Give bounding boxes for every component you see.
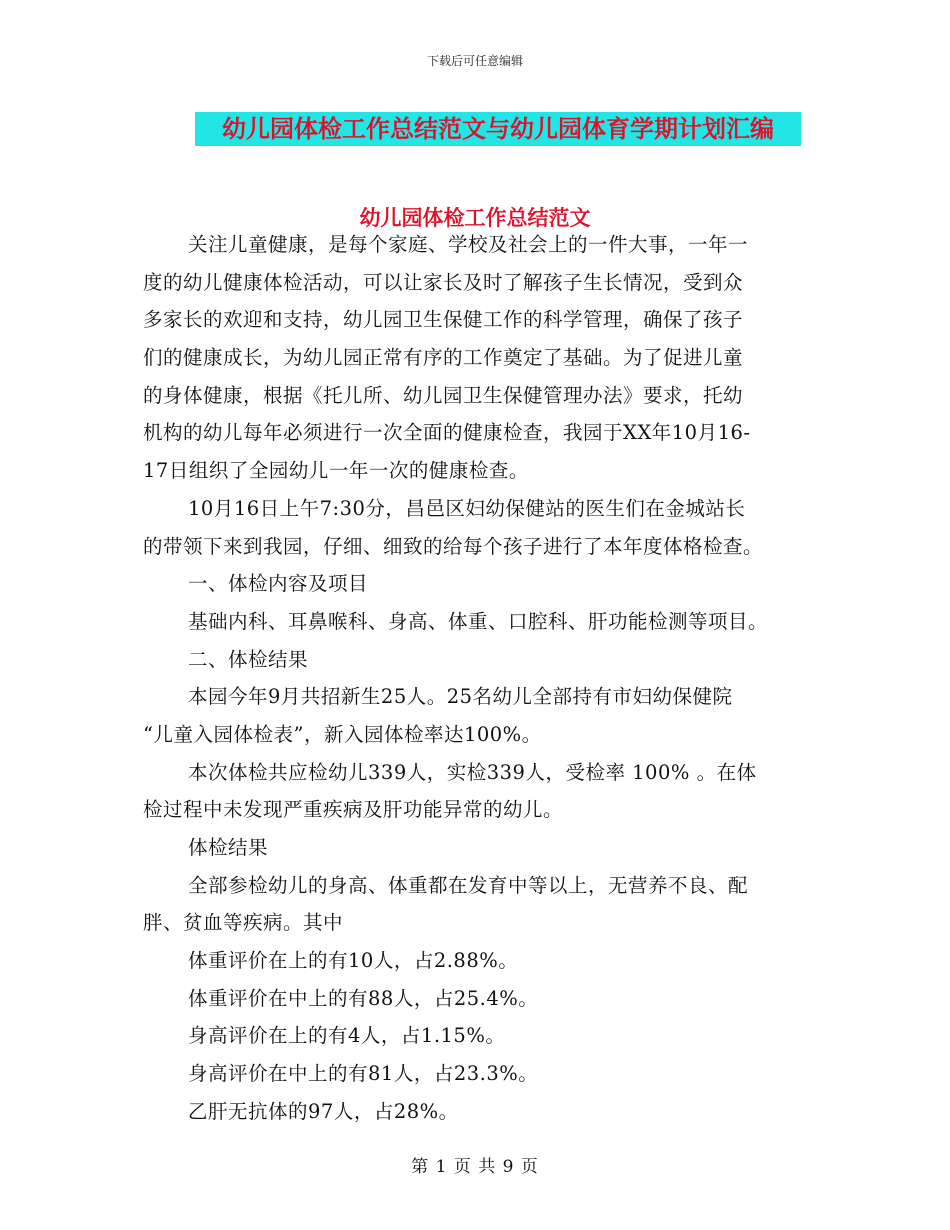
text-line: 基础内科、耳鼻喉科、身高、体重、口腔科、肝功能检测等项目。 — [188, 609, 769, 633]
text-line: 身高评价在中上的有81人，占23.3%。 — [188, 1062, 539, 1086]
text-line: 二、体检结果 — [188, 647, 309, 671]
text-line: 体重评价在中上的有88人，占25.4%。 — [188, 986, 539, 1010]
text-line: 10月16日上午7:30分，昌邑区妇幼保健站的医生们在金城站长 — [188, 496, 746, 520]
text-line: 的身体健康，根据《托儿所、幼儿园卫生保健管理办法》要求，托幼 — [143, 383, 744, 407]
text-line: 17日组织了全园幼儿一年一次的健康检查。 — [143, 459, 529, 483]
text-line: 身高评价在上的有4人，占1.15%。 — [188, 1024, 506, 1048]
text-line: 们的健康成长，为幼儿园正常有序的工作奠定了基础。为了促进儿童 — [143, 346, 744, 370]
text-line: 乙肝无抗体的97人，占28%。 — [188, 1099, 459, 1123]
text-line: 机构的幼儿每年必须进行一次全面的健康检查，我园于XX年10月16- — [143, 421, 751, 445]
text-line: 检过程中未发现严重疾病及肝功能异常的幼儿。 — [143, 798, 564, 822]
text-line: 度的幼儿健康体检活动，可以让家长及时了解孩子生长情况，受到众 — [143, 270, 744, 294]
text-line: 本园今年9月共招新生25人。25名幼儿全部持有市妇幼保健院 — [188, 685, 733, 709]
text-line: 一、体检内容及项目 — [188, 572, 369, 596]
page-footer: 第 1 页 共 9 页 — [411, 1157, 539, 1177]
text-line: 多家长的欢迎和支持，幼儿园卫生保健工作的科学管理，确保了孩子 — [143, 308, 744, 332]
text-line: 体重评价在上的有10人，占2.88%。 — [188, 949, 519, 973]
text-line: 全部参检幼儿的身高、体重都在发育中等以上，无营养不良、配 — [188, 873, 749, 897]
text-line: 关注儿童健康，是每个家庭、学校及社会上的一件大事，一年一 — [188, 233, 749, 256]
section-title: 幼儿园体检工作总结范文 — [359, 206, 591, 230]
text-line: 胖、贫血等疾病。其中 — [143, 911, 344, 935]
text-line: “儿童入园体检表”，新入园体检率达100%。 — [143, 722, 542, 746]
text-line: 的带领下来到我园，仔细、细致的给每个孩子进行了本年度体格检查。 — [143, 534, 764, 558]
document-title: 幼儿园体检工作总结范文与幼儿园体育学期计划汇编 — [195, 112, 801, 146]
text-line: 本次体检共应检幼儿339人，实检339人，受检率 100% 。在体 — [188, 760, 757, 784]
body-text — [143, 226, 803, 1131]
text-line: 体检结果 — [188, 836, 269, 859]
header-note: 下载后可任意编辑 — [426, 54, 523, 68]
